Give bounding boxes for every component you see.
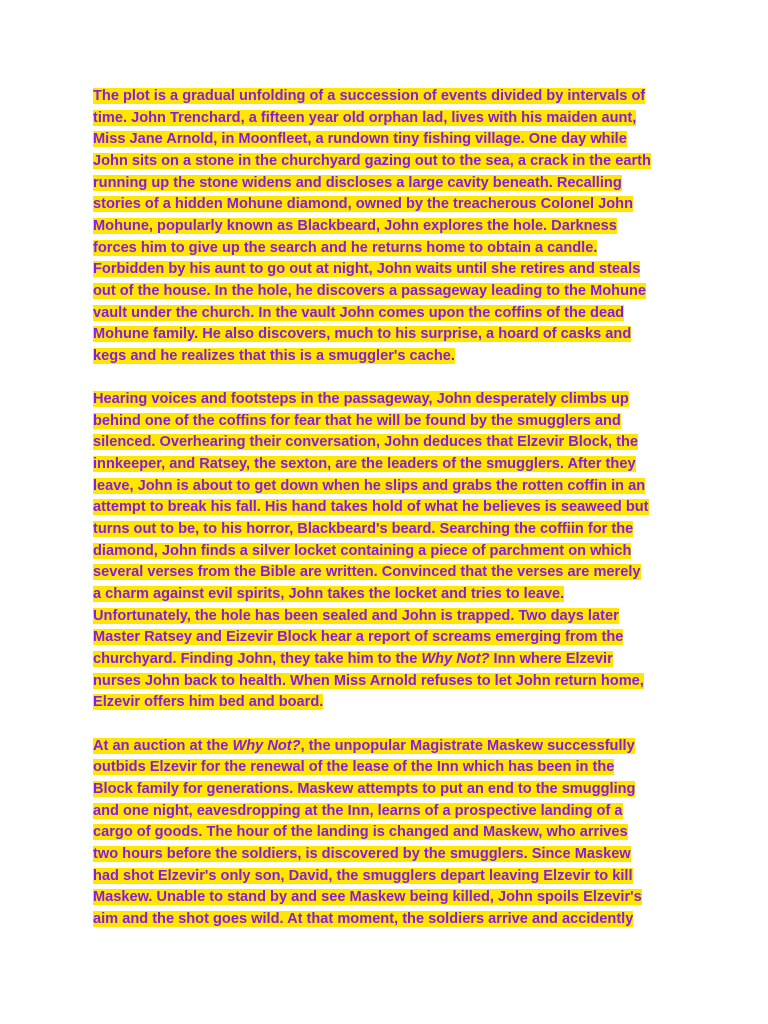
text-segment: Unfortunately, the hole has been sealed and John is trapped. Two days later xyxy=(93,607,619,624)
highlighted-text xyxy=(93,413,621,429)
text-segment: a charm against evil spirits, John takes the locket and tries to leave. xyxy=(93,586,565,603)
text-line xyxy=(93,562,678,584)
highlighted-text xyxy=(93,521,633,537)
text-line xyxy=(93,909,678,931)
highlighted-text xyxy=(93,868,633,884)
highlighted-text xyxy=(93,240,597,256)
text-segment: At an auction at the xyxy=(93,737,233,754)
text-line xyxy=(93,194,678,216)
highlighted-text xyxy=(93,629,623,645)
text-line xyxy=(93,779,678,801)
paragraph-gap xyxy=(93,714,678,736)
text-segment: stories of a hidden Mohune diamond, owned by the treacherous Colonel John xyxy=(93,196,634,213)
text-line xyxy=(93,324,678,346)
text-segment: Hearing voices and footsteps in the passageway, John desperately climbs up xyxy=(93,391,629,408)
paragraph xyxy=(93,86,678,368)
text-line xyxy=(93,584,678,606)
text-segment: , the unpopular Magistrate Maskew successfully xyxy=(300,737,635,754)
text-line xyxy=(93,649,678,671)
highlighted-text xyxy=(93,326,631,342)
text-segment: Forbidden by his aunt to go out at night, John waits until she retires and steals xyxy=(93,261,641,278)
highlighted-text xyxy=(93,261,640,277)
text-line xyxy=(93,108,678,130)
highlighted-text xyxy=(93,305,624,321)
text-line xyxy=(93,757,678,779)
text-segment: out of the house. In the hole, he discovers a passageway leading to the Mohune xyxy=(93,282,647,299)
text-line xyxy=(93,303,678,325)
highlighted-text xyxy=(93,651,613,667)
text-line xyxy=(93,86,678,108)
highlighted-text xyxy=(93,759,614,775)
document-body xyxy=(93,86,678,931)
text-segment: nurses John back to health. When Miss Arnold refuses to let John return home, xyxy=(93,672,644,689)
text-segment: The plot is a gradual unfolding of a succession of events divided by intervals of xyxy=(93,88,646,104)
text-segment: John sits on a stone in the churchyard gazing out to the sea, a crack in the earth xyxy=(93,152,651,169)
highlighted-text xyxy=(93,110,636,126)
paragraph xyxy=(93,389,678,714)
highlighted-text xyxy=(93,175,622,191)
text-line xyxy=(93,671,678,693)
highlighted-text xyxy=(93,88,645,104)
highlighted-text xyxy=(93,564,641,580)
text-line xyxy=(93,866,678,888)
text-segment: Miss Jane Arnold, in Moonfleet, a rundown tiny fishing village. One day while xyxy=(93,131,627,148)
text-segment: behind one of the coffins for fear that he will be found by the smugglers and xyxy=(93,412,621,429)
text-segment: Maskew. Unable to stand by and see Maskew being killed, John spoils Elzevir's xyxy=(93,889,642,906)
highlighted-text xyxy=(93,543,631,559)
highlighted-text xyxy=(93,694,323,710)
paragraph-gap xyxy=(93,368,678,390)
text-segment: two hours before the soldiers, is discovered by the smugglers. Since Maskew xyxy=(93,845,631,862)
italic-title-text: Why Not? xyxy=(232,737,301,754)
text-segment: turns out to be, to his horror, Blackbeard's beard. Searching the coffiin for the xyxy=(93,521,634,538)
highlighted-text xyxy=(93,738,635,754)
text-line xyxy=(93,519,678,541)
text-line xyxy=(93,389,678,411)
highlighted-text xyxy=(93,911,633,927)
text-segment: vault under the church. In the vault John comes upon the coffins of the dead xyxy=(93,304,625,321)
text-line xyxy=(93,606,678,628)
text-segment: leave, John is about to get down when he slips and grabs the rotten coffin in an xyxy=(93,477,646,494)
text-segment: Block family for generations. Maskew attempts to put an end to the smuggling xyxy=(93,780,636,797)
text-line xyxy=(93,173,678,195)
text-segment: outbids Elzevir for the renewal of the lease of the Inn which has been in the xyxy=(93,759,615,776)
text-segment: cargo of goods. The hour of the landing is changed and Maskew, who arrives xyxy=(93,824,628,841)
text-segment: Mohune, popularly known as Blackbeard, John explores the hole. Darkness xyxy=(93,217,617,234)
text-segment: aim and the shot goes wild. At that moment, the soldiers arrive and accidently xyxy=(93,910,634,927)
text-segment: innkeeper, and Ratsey, the sexton, are the leaders of the smugglers. After they xyxy=(93,456,636,473)
highlighted-text xyxy=(93,478,645,494)
text-line xyxy=(93,454,678,476)
text-line xyxy=(93,844,678,866)
text-line xyxy=(93,736,678,758)
text-line xyxy=(93,476,678,498)
text-line xyxy=(93,541,678,563)
text-segment: Master Ratsey and Eizevir Block hear a report of screams emerging from the xyxy=(93,629,624,646)
text-line xyxy=(93,801,678,823)
text-line xyxy=(93,281,678,303)
highlighted-text xyxy=(93,889,642,905)
text-segment: kegs and he realizes that this is a smuggler's cache. xyxy=(93,347,455,364)
text-line xyxy=(93,238,678,260)
paragraph xyxy=(93,736,678,931)
highlighted-text xyxy=(93,673,644,689)
highlighted-text xyxy=(93,586,564,602)
highlighted-text xyxy=(93,846,631,862)
text-line xyxy=(93,151,678,173)
text-line xyxy=(93,346,678,368)
highlighted-text xyxy=(93,803,623,819)
text-segment: diamond, John finds a silver locket containing a piece of parchment on which xyxy=(93,542,632,559)
text-line xyxy=(93,259,678,281)
highlighted-text xyxy=(93,348,455,364)
italic-title-text: Why Not? xyxy=(421,651,490,668)
highlighted-text xyxy=(93,824,628,840)
text-segment: time. John Trenchard, a fifteen year old orphan lad, lives with his maiden aunt, xyxy=(93,109,637,126)
text-segment: had shot Elzevir's only son, David, the smugglers depart leaving Elzevir to kill xyxy=(93,867,633,884)
text-segment: Inn where Elzevir xyxy=(489,651,613,668)
text-line xyxy=(93,497,678,519)
text-line xyxy=(93,692,678,714)
highlighted-text xyxy=(93,434,638,450)
text-segment: silenced. Overhearing their conversation, John deduces that Elzevir Block, the xyxy=(93,434,638,451)
highlighted-text xyxy=(93,153,651,169)
text-line xyxy=(93,432,678,454)
highlighted-text xyxy=(93,499,649,515)
highlighted-text xyxy=(93,283,646,299)
highlighted-text xyxy=(93,131,627,147)
text-line xyxy=(93,627,678,649)
highlighted-text xyxy=(93,608,619,624)
text-line xyxy=(93,822,678,844)
highlighted-text xyxy=(93,196,633,212)
text-segment: several verses from the Bible are written. Convinced that the verses are merely xyxy=(93,564,641,581)
highlighted-text xyxy=(93,781,635,797)
text-segment: attempt to break his fall. His hand takes hold of what he believes is seaweed but xyxy=(93,499,649,516)
text-line xyxy=(93,411,678,433)
text-segment: and one night, eavesdropping at the Inn, learns of a prospective landing of a xyxy=(93,802,623,819)
text-line xyxy=(93,216,678,238)
text-line xyxy=(93,129,678,151)
highlighted-text xyxy=(93,456,636,472)
text-segment: running up the stone widens and discloses a large cavity beneath. Recalling xyxy=(93,174,622,191)
text-segment: churchyard. Finding John, they take him to the xyxy=(93,651,422,668)
text-segment: Mohune family. He also discovers, much to his surprise, a hoard of casks and xyxy=(93,326,632,343)
highlighted-text xyxy=(93,218,617,234)
text-segment: Elzevir offers him bed and board. xyxy=(93,694,324,711)
text-line xyxy=(93,887,678,909)
highlighted-text xyxy=(93,391,629,407)
text-segment: forces him to give up the search and he returns home to obtain a candle. xyxy=(93,239,598,256)
